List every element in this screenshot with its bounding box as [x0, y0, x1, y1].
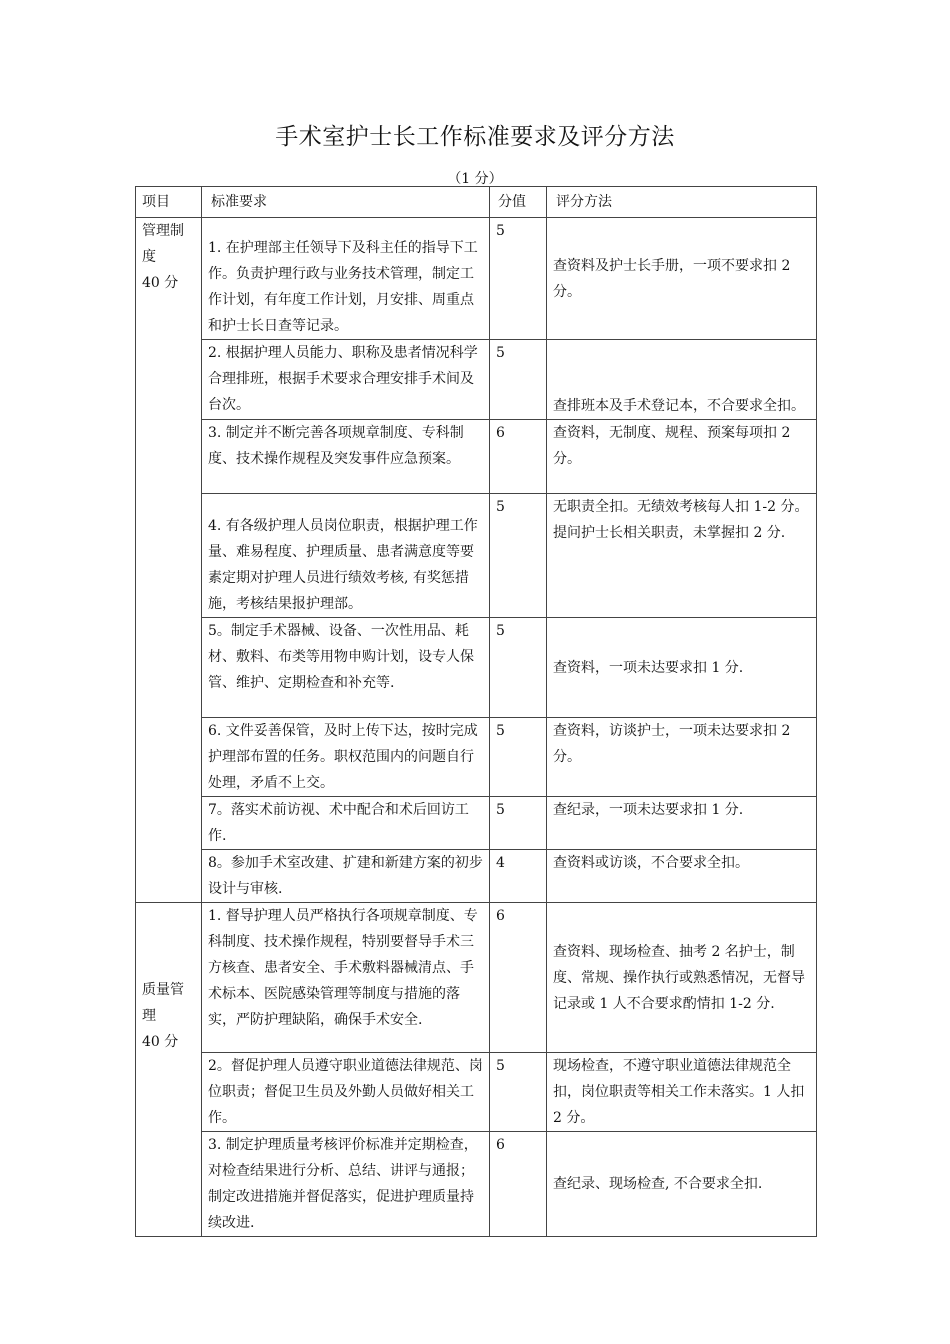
header-standard: 标准要求	[202, 187, 490, 218]
scoring-table	[135, 186, 817, 1237]
standard-cell: 6. 文件妥善保管，及时上传下达，按时完成护理部布置的任务。职权范围内的问题自行处理，矛盾不上交。	[202, 718, 490, 797]
category-label-line: 理	[142, 1008, 156, 1024]
method-cell: 查资料，访谈护士，一项未达要求扣 2 分。	[547, 718, 817, 797]
table-row	[136, 1053, 817, 1132]
method-cell: 无职责全扣。无绩效考核每人扣 1-2 分。提问护士长相关职责，未掌握扣 2 分.	[547, 494, 817, 618]
table-row	[136, 218, 817, 340]
category-cell	[136, 903, 202, 1237]
table-header-row	[136, 187, 817, 218]
table-row	[136, 420, 817, 494]
method-cell: 现场检查，不遵守职业道德法律规范全扣，岗位职责等相关工作未落实。1 人扣 2 分。	[547, 1053, 817, 1132]
score-cell: 6	[490, 903, 547, 1053]
score-cell: 5	[490, 718, 547, 797]
standard-cell: 2. 根据护理人员能力、职称及患者情况科学合理排班，根据手术要求合理安排手术间及台次。	[202, 340, 490, 420]
method-cell: 查纪录，一项未达要求扣 1 分.	[547, 797, 817, 850]
header-category: 项目	[136, 187, 202, 218]
score-cell: 6	[490, 420, 547, 494]
category-label-line: 度	[142, 249, 156, 265]
score-cell: 5	[490, 494, 547, 618]
method-cell: 查资料或访谈，不合要求全扣。	[547, 850, 817, 903]
table-row	[136, 618, 817, 718]
category-cell	[136, 218, 202, 903]
category-label-line: 质量管	[142, 982, 184, 998]
standard-cell: 3. 制定并不断完善各项规章制度、专科制度、技术操作规程及突发事件应急预案。	[202, 420, 490, 494]
table-row	[136, 340, 817, 420]
score-cell: 5	[490, 218, 547, 340]
table-row	[136, 797, 817, 850]
method-cell: 查资料，一项未达要求扣 1 分.	[547, 618, 817, 718]
score-cell: 5	[490, 1053, 547, 1132]
score-cell: 5	[490, 340, 547, 420]
page-title: 手术室护士长工作标准要求及评分方法	[275, 124, 675, 150]
standard-cell: 3. 制定护理质量考核评价标准并定期检查，对检查结果进行分析、总结、讲评与通报；制定改进措施并督促落实，促进护理质量持续改进.	[202, 1132, 490, 1237]
table-row	[136, 494, 817, 618]
score-cell: 5	[490, 618, 547, 718]
score-cell: 5	[490, 797, 547, 850]
method-cell: 查资料、现场检查、抽考 2 名护士，制度、常规、操作执行或熟悉情况，无督导记录或 1 人不合要求酌情扣 1-2 分.	[547, 903, 817, 1053]
category-score: 40 分	[142, 1034, 179, 1050]
table-row	[136, 903, 817, 1053]
method-cell: 查排班本及手术登记本，不合要求全扣。	[547, 340, 817, 420]
score-cell: 4	[490, 850, 547, 903]
category-score: 40 分	[142, 275, 179, 291]
table-row	[136, 850, 817, 903]
page-subtitle: （1 分）	[447, 171, 503, 187]
category-label-line: 管理制	[142, 223, 184, 239]
standard-cell: 1. 督导护理人员严格执行各项规章制度、专科制度、技术操作规程，特别要督导手术三方核查、患者安全、手术敷料器械清点、手术标本、医院感染管理等制度与措施的落实，严防护理缺陷，确保手术安全.	[202, 903, 490, 1053]
table-row	[136, 1132, 817, 1237]
standard-cell: 1. 在护理部主任领导下及科主任的指导下工作。负责护理行政与业务技术管理，制定工作计划，有年度工作计划，月安排、周重点和护士长日查等记录。	[202, 218, 490, 340]
method-cell: 查纪录、现场检查, 不合要求全扣.	[547, 1132, 817, 1237]
method-cell: 查资料及护士长手册，一项不要求扣 2 分。	[547, 218, 817, 340]
header-method: 评分方法	[547, 187, 817, 218]
score-cell: 6	[490, 1132, 547, 1237]
method-cell: 查资料，无制度、规程、预案每项扣 2 分。	[547, 420, 817, 494]
standard-cell: 7。落实术前访视、术中配合和术后回访工作.	[202, 797, 490, 850]
standard-cell: 5。制定手术器械、设备、一次性用品、耗材、敷料、布类等用物申购计划，设专人保管、维护、定期检查和补充等.	[202, 618, 490, 718]
standard-cell: 8。参加手术室改建、扩建和新建方案的初步设计与审核.	[202, 850, 490, 903]
standard-cell: 4. 有各级护理人员岗位职责，根据护理工作量、难易程度、护理质量、患者满意度等要素定期对护理人员进行绩效考核, 有奖惩措施，考核结果报护理部。	[202, 494, 490, 618]
header-score: 分值	[490, 187, 547, 218]
table-row	[136, 718, 817, 797]
standard-cell: 2。督促护理人员遵守职业道德法律规范、岗位职责；督促卫生员及外勤人员做好相关工作。	[202, 1053, 490, 1132]
